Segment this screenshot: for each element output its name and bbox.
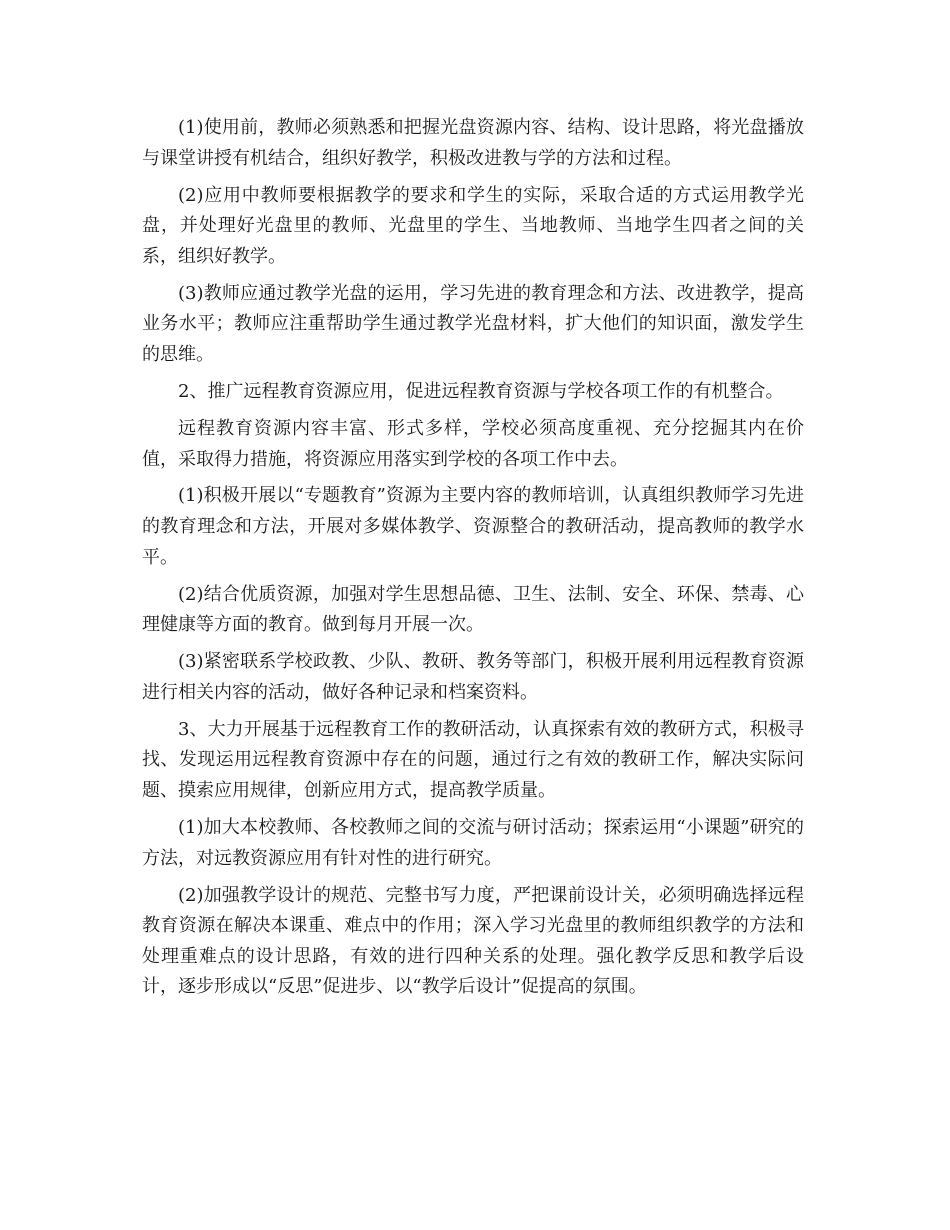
paragraph: (3)教师应通过教学光盘的运用，学习先进的教育理念和方法、改进教学，提高业务水平；教师应注重帮助学生通过教学光盘材料，扩大他们的知识面，激发学生的思维。 — [142, 282, 804, 365]
paragraph: (1)积极开展以“专题教育”资源为主要内容的教师培训，认真组织教师学习先进的教育理念和方法，开展对多媒体教学、资源整合的教研活动，提高教师的教学水平。 — [142, 485, 804, 568]
paragraph: (2)加强教学设计的规范、完整书写力度，严把课前设计关，必须明确选择远程教育资源在解决本课重、难点中的作用；深入学习光盘里的教师组织教学的方法和处理重难点的设计思路，有效的进行四种关系的处理。强化教学反思和教学后设计，逐步形成以“反思”促进步、以“教学后设计”促提高的氛围。 — [142, 884, 804, 998]
paragraph: (1)加大本校教师、各校教师之间的交流与研讨活动；探索运用“小课题”研究的方法，对远教资源应用有针对性的进行研究。 — [142, 816, 804, 869]
paragraph: (3)紧密联系学校政教、少队、教研、教务等部门，积极开展利用远程教育资源进行相关内容的活动，做好各种记录和档案资料。 — [142, 651, 804, 703]
paragraph: 远程教育资源内容丰富、形式多样，学校必须高度重视、充分挖掘其内在价值，采取得力措施，将资源应用落实到学校的各项工作中去。 — [142, 417, 804, 470]
paragraph: (2)结合优质资源，加强对学生思想品德、卫生、法制、安全、环保、禁毒、心理健康等方面的教育。做到每月开展一次。 — [142, 583, 804, 636]
paragraph: (2)应用中教师要根据教学的要求和学生的实际，采取合适的方式运用教学光盘，并处理好光盘里的教师、光盘里的学生、当地教师、当地学生四者之间的关系，组织好教学。 — [142, 184, 804, 267]
document-body — [142, 113, 804, 1009]
paragraph: (1)使用前，教师必须熟悉和把握光盘资源内容、结构、设计思路，将光盘播放与课堂讲授有机结合，组织好教学，积极改进教与学的方法和过程。 — [142, 117, 804, 169]
section-heading-2: 2、推广远程教育资源应用，促进远程教育资源与学校各项工作的有机整合。 — [178, 380, 784, 402]
section-heading-3: 3、大力开展基于远程教育工作的教研活动，认真探索有效的教研方式，积极寻找、发现运用远程教育资源中存在的问题，通过行之有效的教研工作，解决实际问题、摸索应用规律，创新应用方式，提高教学质量。 — [142, 718, 804, 801]
